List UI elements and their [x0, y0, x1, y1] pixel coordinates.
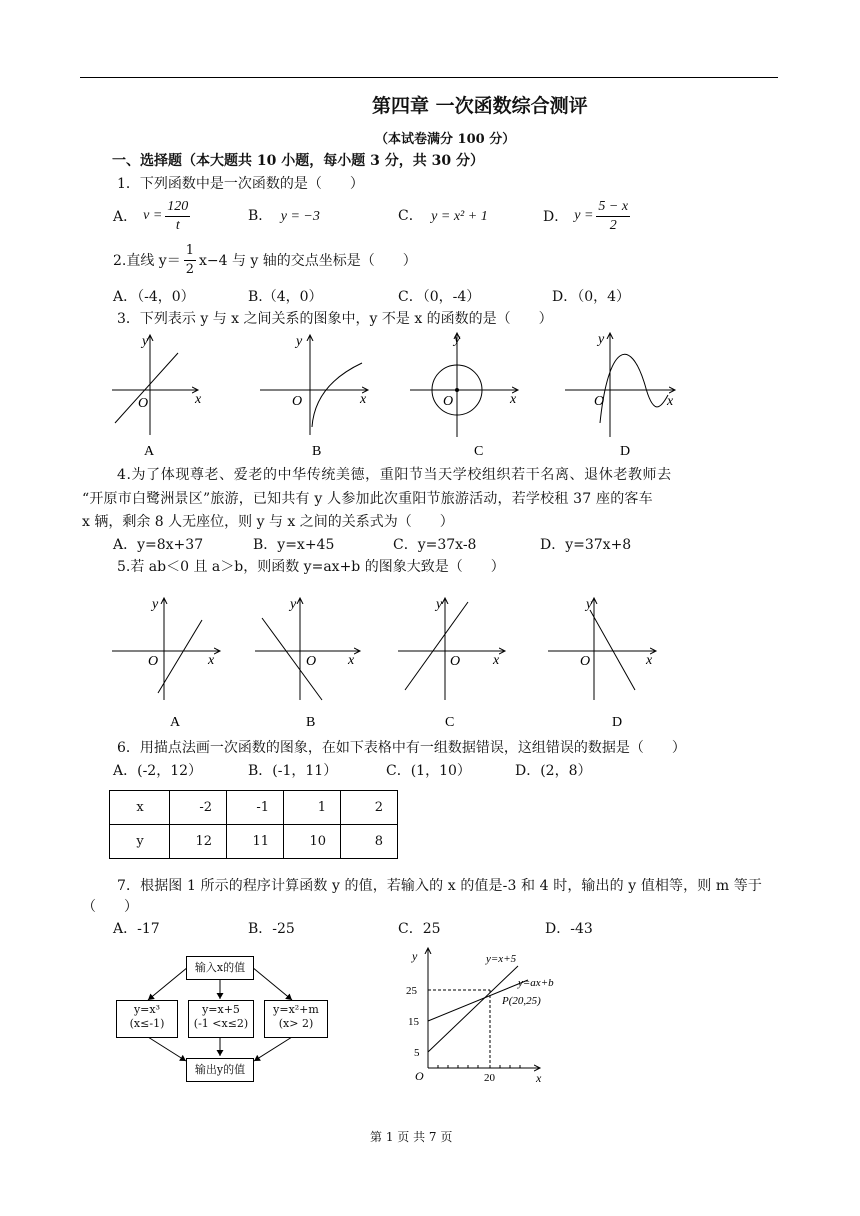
- q4-line1: 4.为了体现尊老、爱老的中华传统美德，重阳节当天学校组织若干名离、退休老教师去: [117, 467, 672, 483]
- q7-graph-x: x: [536, 1071, 542, 1085]
- section-heading: 一、选择题（本大题共 10 小题，每小题 3 分，共 30 分）: [112, 153, 484, 169]
- q2-frac-num: 1: [184, 242, 196, 261]
- q7-graph-line2-label: y=ax+b: [518, 977, 554, 989]
- flow-box-2-formula: y=x+5: [202, 1003, 240, 1016]
- q5-graph-d: [548, 597, 656, 730]
- q1-b-expr: y = −3: [280, 209, 320, 224]
- q3-b-y: y: [296, 334, 303, 349]
- q4-option-b: B．y=x+45: [253, 537, 335, 553]
- q3-stem: 3．下列表示 y 与 x 之间关系的图象中，y 不是 x 的函数的是（ ）: [117, 311, 553, 327]
- flow-box-1: [116, 1000, 178, 1038]
- q5-d-y: y: [586, 597, 593, 612]
- q2-option-d: D．（0，4）: [552, 289, 631, 305]
- q7-option-c: C．25: [398, 921, 441, 937]
- q5-d-x: x: [646, 653, 653, 668]
- q3-graph-a: [112, 334, 202, 459]
- q6-data-table: [109, 790, 398, 859]
- q4-option-c: C．y=37x-8: [393, 537, 477, 553]
- q5-graphs: [100, 590, 680, 730]
- q5-graph-a: [112, 597, 220, 730]
- q3-b-x: x: [360, 392, 367, 407]
- q6-stem: 6．用描点法画一次函数的图象，在如下表格中有一组数据错误，这组错误的数据是（ ）: [117, 740, 686, 756]
- q7-line1: 7．根据图 1 所示的程序计算函数 y 的值，若输入的 x 的值是-3 和 4 时，输出的 y 值相等，则 m 等于: [117, 878, 762, 894]
- q1-stem: 1．下列函数中是一次函数的是（ ）: [117, 176, 364, 192]
- q5-b-y: y: [290, 597, 297, 612]
- flow-output-box: 输出y的值: [186, 1058, 254, 1082]
- q1-a-num: 120: [165, 198, 190, 217]
- q4-line3: x 辆，剩余 8 人无座位，则 y 与 x 之间的关系式为（ ）: [82, 514, 454, 530]
- flow-box-3-formula: y=x²+m: [273, 1003, 319, 1016]
- table-cell: 11: [227, 825, 284, 859]
- q5-d-o: O: [580, 654, 591, 669]
- q6-option-d: D．(2，8）: [515, 763, 592, 779]
- flow-box-3: [264, 1000, 328, 1038]
- q3-graph-b: [260, 334, 368, 459]
- table-cell: -2: [170, 791, 227, 825]
- q5-a-x: x: [208, 653, 215, 668]
- flow-box-1-formula: y=x³: [133, 1003, 161, 1016]
- q2-stem: [113, 240, 417, 280]
- q5-graph-c: [398, 597, 505, 730]
- q1-d-num: 5 − x: [596, 198, 630, 217]
- table-row: [110, 791, 398, 825]
- q1-option-a: [113, 194, 193, 238]
- q7-option-a: A．-17: [113, 921, 160, 937]
- q5-c-x: x: [493, 653, 500, 668]
- q3-label-a: A: [144, 444, 155, 459]
- q2-frac-den: 2: [185, 261, 194, 277]
- q5-stem: 5.若 ab＜0 且 a＞b，则函数 y=ax+b 的图象大致是（ ）: [117, 559, 505, 575]
- q1-d-label: D．: [543, 209, 569, 225]
- q1-c-expr: y = x² + 1: [431, 209, 488, 224]
- q3-b-o: O: [292, 394, 303, 409]
- q4-option-a: A．y=8x+37: [113, 537, 204, 553]
- page-subtitle: （本试卷满分 100 分）: [375, 132, 516, 147]
- q3-c-y: y: [454, 332, 461, 347]
- q4-line2: “开原市白鹭洲景区”旅游，已知共有 y 人参加此次重阳节旅游活动，若学校租 37 座的客车: [82, 491, 653, 507]
- table-cell: 12: [170, 825, 227, 859]
- table-row: [110, 825, 398, 859]
- table-cell: 10: [284, 825, 341, 859]
- table-cell: 8: [341, 825, 398, 859]
- q5-c-y: y: [436, 597, 443, 612]
- q2-option-b: B.（4，0）: [248, 289, 323, 305]
- q5-label-b: B: [306, 715, 316, 730]
- table-cell: -1: [227, 791, 284, 825]
- header-rule: [80, 77, 778, 78]
- flow-box-1-condition: (x≤-1): [129, 1017, 165, 1030]
- q7-graph-ytick-15: 15: [408, 1016, 419, 1028]
- q2-option-c: C．（0，-4）: [398, 289, 481, 305]
- q7-graph-line1-label: y=x+5: [486, 953, 517, 965]
- table-cell: 2: [341, 791, 398, 825]
- q7-graph-ytick-5: 5: [414, 1047, 420, 1059]
- q7-graph: [400, 940, 570, 1090]
- q3-a-x: x: [195, 392, 202, 407]
- flow-box-2: [188, 1000, 254, 1038]
- q7-option-d: D．-43: [545, 921, 593, 937]
- q6-option-a: A．(-2，12）: [113, 763, 203, 779]
- q1-a-den: t: [175, 217, 180, 233]
- q3-a-o: O: [138, 396, 149, 411]
- q1-d-den: 2: [609, 217, 617, 233]
- q3-label-d: D: [620, 444, 631, 459]
- q2-stem-post: x−4 与 y 轴的交点坐标是（ ）: [199, 253, 417, 269]
- q1-option-c: [398, 205, 488, 225]
- q3-d-o: O: [594, 394, 605, 409]
- q5-b-o: O: [306, 654, 317, 669]
- q1-option-b: [248, 205, 320, 225]
- table-cell: 1: [284, 791, 341, 825]
- q3-graph-c: [410, 332, 518, 459]
- q7-graph-ytick-25: 25: [406, 985, 417, 997]
- flow-box-2-condition: (-1 <x≤2): [193, 1017, 249, 1030]
- q7-graph-y: y: [412, 949, 418, 963]
- q3-d-y: y: [598, 332, 605, 347]
- q5-c-o: O: [450, 654, 461, 669]
- q3-c-x: x: [510, 392, 517, 407]
- table-header-x: x: [110, 791, 170, 825]
- page-footer: 第 1 页 共 7 页: [370, 1130, 453, 1144]
- q5-graph-b: [255, 597, 360, 730]
- q3-a-y: y: [142, 334, 149, 349]
- q5-label-a: A: [170, 715, 181, 730]
- q7-line2: （ ）: [82, 899, 138, 915]
- q3-graphs: [100, 325, 700, 460]
- q3-label-c: C: [474, 444, 484, 459]
- q5-label-c: C: [445, 715, 455, 730]
- flow-input-box: 输入x的值: [186, 956, 254, 980]
- q6-option-c: C．(1，10）: [386, 763, 471, 779]
- q1-b-label: B．: [248, 208, 273, 224]
- q1-d-lhs: y =: [574, 208, 594, 223]
- q5-b-x: x: [348, 653, 355, 668]
- q3-c-o: O: [443, 394, 454, 409]
- q1-a-lhs: v =: [143, 208, 163, 223]
- q4-option-d: D．y=37x+8: [540, 537, 632, 553]
- q2-stem-pre: 2.直线 y＝: [113, 253, 181, 269]
- q5-a-o: O: [148, 654, 159, 669]
- q7-graph-o: O: [415, 1069, 424, 1083]
- q1-a-label: A．: [113, 209, 138, 225]
- q3-graph-d: [565, 332, 675, 459]
- q3-d-x: x: [667, 394, 674, 409]
- q7-graph-point-label: P(20,25): [502, 995, 541, 1007]
- flow-box-3-condition: (x> 2): [278, 1017, 314, 1030]
- q1-c-label: C．: [398, 208, 423, 224]
- page-title: 第四章 一次函数综合测评: [372, 95, 588, 117]
- q1-option-d: [543, 194, 633, 238]
- q7-option-b: B．-25: [248, 921, 295, 937]
- table-header-y: y: [110, 825, 170, 859]
- q6-option-b: B．(-1，11）: [248, 763, 338, 779]
- q2-option-a: A．（-4，0）: [113, 289, 195, 305]
- q5-label-d: D: [612, 715, 623, 730]
- q5-a-y: y: [152, 597, 159, 612]
- q3-label-b: B: [312, 444, 322, 459]
- q7-graph-xtick-20: 20: [484, 1072, 495, 1084]
